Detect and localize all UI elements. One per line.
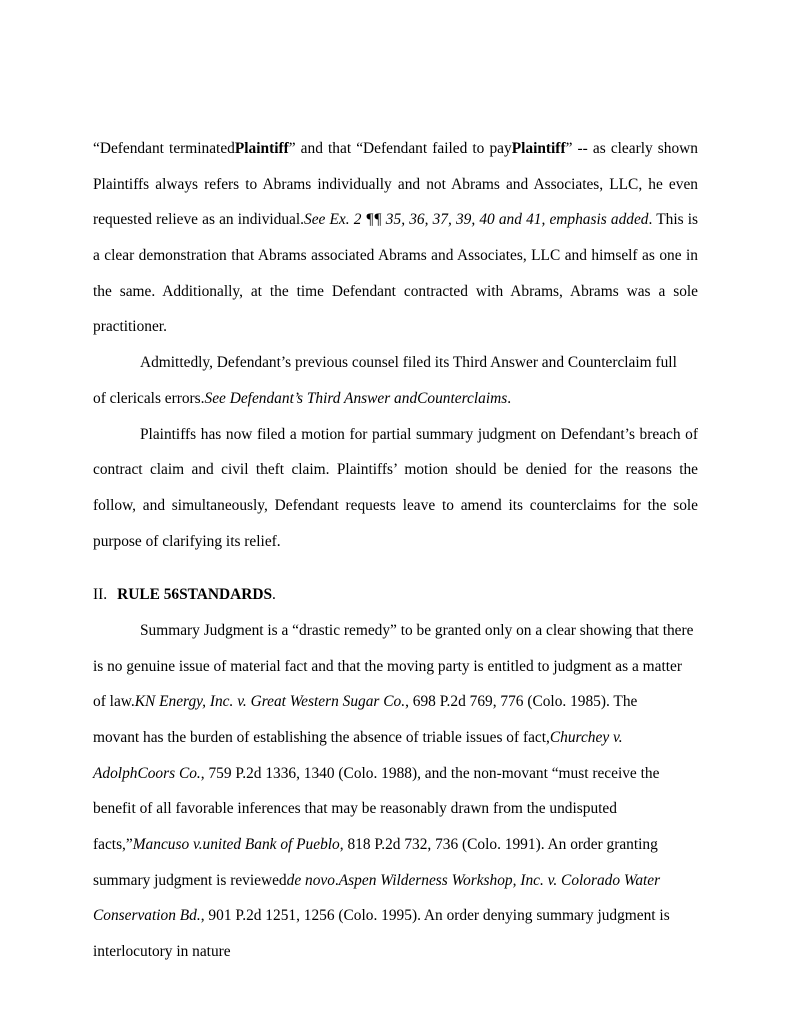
bold-run: Plaintiff [234, 140, 289, 157]
text-line [93, 871, 698, 891]
text-run: “Defendant terminated [93, 140, 235, 157]
citation: See Defendant’s Third Answer andCounterclaims [204, 390, 508, 407]
bold-run: Plaintiff [511, 140, 566, 157]
text-line [93, 906, 698, 926]
text-line: interlocutory in nature [93, 943, 231, 960]
text-run: ” -- as clearly shown [565, 140, 698, 157]
citation: See Ex. 2 ¶¶ 35, 36, 37, 39, 40 and 41, emphasis added [304, 211, 649, 228]
text-line: follow, and simultaneously, Defendant requests leave to amend its counterclaims for the sole [93, 497, 698, 514]
text-run: . This is [648, 211, 698, 228]
text-line [93, 835, 698, 855]
text-run: . [334, 872, 339, 889]
citation: Mancuso v.united Bank of Pueblo [132, 836, 340, 853]
text-line: benefit of all favorable inferences that may be reasonably drawn from the undisputed [93, 800, 617, 817]
text-run: . [507, 390, 512, 407]
text-run: ” and that “Defendant failed to pay [288, 140, 512, 157]
text-line: purpose of clarifying its relief. [93, 533, 281, 550]
citation: Churchey v. [549, 729, 623, 746]
text-line: practitioner. [93, 318, 167, 335]
section-number: II. [93, 586, 108, 603]
text-run: facts,” [93, 836, 133, 853]
text-run: , 698 P.2d 769, 776 (Colo. 1985). The [405, 693, 638, 710]
text-line [93, 210, 698, 230]
text-run: of clericals errors. [93, 390, 205, 407]
text-run: requested relieve as an individual. [93, 211, 305, 228]
text-line [93, 728, 698, 748]
text-line: Summary Judgment is a “drastic remedy” to be granted only on a clear showing that there [140, 622, 694, 639]
citation: AdolphCoors Co. [93, 765, 201, 782]
text-run: , 759 P.2d 1336, 1340 (Colo. 1988), and the non-movant “must receive the [200, 765, 660, 782]
text-line [93, 764, 698, 784]
citation: Conservation Bd. [93, 907, 201, 924]
section-title: RULE 56STANDARDS [117, 586, 273, 603]
emphasis: de novo [286, 872, 335, 889]
text-line: the same. Additionally, at the time Defendant contracted with Abrams, Abrams was a sole [93, 283, 698, 300]
text-line: contract claim and civil theft claim. Plaintiffs’ motion should be denied for the reasons the [93, 461, 698, 478]
section-heading: II. RULE 56STANDARDS. [93, 586, 276, 603]
text-line [93, 692, 698, 712]
text-run: , 818 P.2d 732, 736 (Colo. 1991). An order granting [339, 836, 658, 853]
citation: Aspen Wilderness Workshop, Inc. v. Colorado Water [338, 872, 661, 889]
text-line [93, 389, 698, 409]
citation: KN Energy, Inc. v. Great Western Sugar Co. [134, 693, 406, 710]
text-run: , 901 P.2d 1251, 1256 (Colo. 1995). An order denying summary judgment is [200, 907, 670, 924]
text-line: a clear demonstration that Abrams associated Abrams and Associates, LLC and himself as one in [93, 247, 698, 264]
text-run: of law. [93, 693, 135, 710]
text-line: Plaintiffs always refers to Abrams individually and not Abrams and Associates, LLC, he even [93, 176, 698, 193]
text-line: Plaintiffs has now filed a motion for partial summary judgment on Defendant’s breach of [140, 426, 698, 443]
text-run: summary judgment is reviewed [93, 872, 287, 889]
text-line: Admittedly, Defendant’s previous counsel filed its Third Answer and Counterclaim full [140, 354, 677, 371]
text-line [93, 139, 698, 159]
text-line: is no genuine issue of material fact and that the moving party is entitled to judgment as a matter [93, 658, 682, 675]
text-run: movant has the burden of establishing the absence of triable issues of fact, [93, 729, 550, 746]
